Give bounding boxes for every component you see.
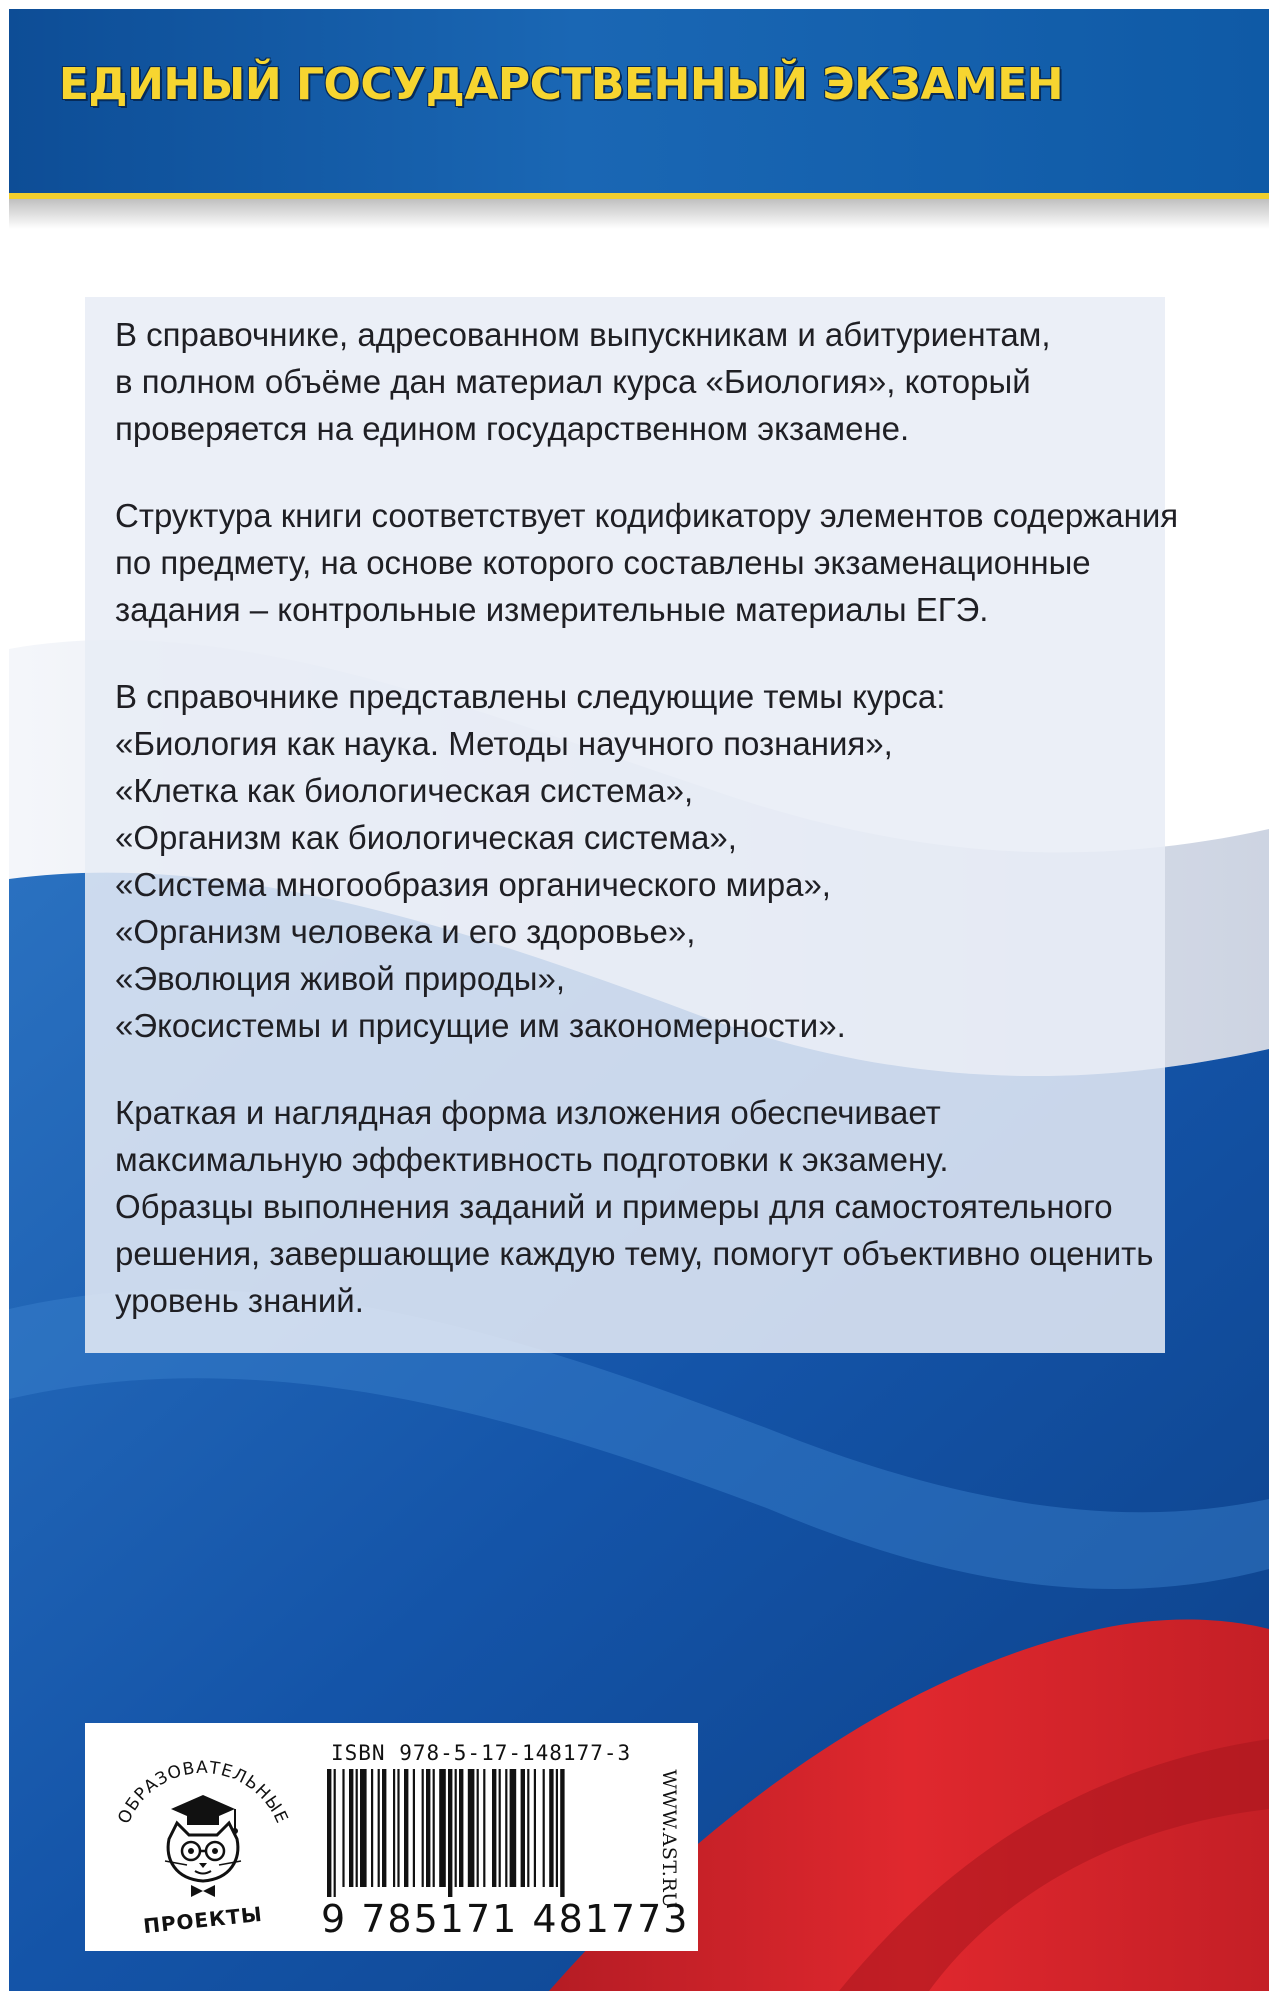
header-banner (9, 9, 1269, 195)
topic-item: «Организм как биологическая система», (115, 819, 737, 856)
barcode-bar (527, 1769, 529, 1887)
panel-top-white (9, 229, 1269, 297)
topic-item: «Система многообразия органического мира», (115, 866, 831, 903)
text-line: по предмету, на основе которого составлены экзаменационные (115, 544, 1091, 581)
text-line: максимальную эффективность подготовки к экзамену. (115, 1141, 949, 1178)
barcode-bar (439, 1769, 446, 1887)
barcode-bar (371, 1769, 373, 1887)
topic-item: «Организм человека и его здоровье», (115, 913, 696, 950)
text-line: в полном объёме дан материал курса «Биология», который (115, 363, 1031, 400)
barcode-bar (360, 1769, 367, 1887)
text-line: решения, завершающие каждую тему, помогут объективно оценить (115, 1235, 1154, 1272)
paragraph-topics (115, 673, 1175, 1049)
barcode-bar (510, 1769, 517, 1887)
site-url-text: WWW.AST.RU (658, 1769, 680, 1909)
topic-item: «Экосистемы и присущие им закономерности». (115, 1007, 846, 1044)
text-line: Структура книги соответствует кодификатору элементов содержания (115, 497, 1179, 534)
barcode-bar (543, 1769, 545, 1887)
series-title: ЕДИНЫЙ ГОСУДАРСТВЕННЫЙ ЭКЗАМЕН (58, 59, 1064, 110)
barcode-bar (477, 1769, 479, 1887)
text-line: задания – контрольные измерительные материалы ЕГЭ. (115, 591, 989, 628)
barcode-bar (422, 1769, 424, 1887)
barcode-bar (560, 1769, 564, 1897)
barcode-bar (534, 1769, 536, 1887)
barcode-bar (505, 1769, 507, 1887)
barcode-bar (349, 1769, 353, 1887)
barcode (323, 1769, 643, 1897)
text-line: уровень знаний. (115, 1282, 364, 1319)
topic-item: «Биология как наука. Методы научного познания», (115, 725, 893, 762)
barcode-bar (455, 1769, 457, 1887)
logo-arc-text: ОБРАЗОВАТЕЛЬНЫЕ (114, 1757, 292, 1828)
paragraph-benefits (115, 1089, 1175, 1324)
barcode-bar (342, 1769, 344, 1887)
barcode-bar (393, 1769, 395, 1887)
barcode-bar (492, 1769, 496, 1887)
barcode-bar (426, 1769, 430, 1887)
cover-area (9, 9, 1269, 1991)
barcode-bar (468, 1769, 475, 1887)
topic-item: «Эволюция живой природы», (115, 960, 565, 997)
logo-bottom-text: ПРОЕКТЫ (142, 1901, 264, 1939)
paragraph-audience (115, 311, 1175, 452)
publisher-site (651, 1737, 687, 1941)
topic-item: «Клетка как биологическая система», (115, 772, 694, 809)
barcode-bar (378, 1769, 380, 1887)
barcode-bar (397, 1769, 399, 1887)
barcode-bar (382, 1769, 386, 1887)
annotation-text (115, 311, 1179, 1364)
barcode-bar (448, 1769, 452, 1897)
barcode-bar (499, 1769, 501, 1887)
header-shadow (9, 199, 1269, 229)
text-line: В справочнике, адресованном выпускникам и абитуриентам, (115, 316, 1051, 353)
text-line: проверяется на едином государственном экзамене. (115, 410, 910, 447)
barcode-bar (327, 1769, 331, 1897)
barcode-bar (521, 1769, 525, 1887)
barcode-bar (404, 1769, 408, 1887)
publisher-block (85, 1723, 698, 1951)
barcode-bar (334, 1769, 336, 1897)
paragraph-structure (115, 492, 1179, 633)
cat-with-graduation-cap-icon (95, 1735, 311, 1939)
isbn-label: ISBN 978-5-17-148177-3 (331, 1741, 632, 1765)
barcode-bar (413, 1769, 415, 1887)
barcode-bar (433, 1769, 435, 1887)
barcode-bar (483, 1769, 485, 1887)
barcode-bar (356, 1769, 358, 1887)
barcode-digits: 9 785171 481773 (321, 1897, 690, 1941)
barcode-bar (459, 1769, 463, 1887)
text-line: Краткая и наглядная форма изложения обеспечивает (115, 1094, 941, 1131)
barcode-bar (556, 1769, 558, 1887)
topics-intro: В справочнике представлены следующие темы курса: (115, 678, 946, 715)
barcode-bar (549, 1769, 553, 1887)
text-line: Образцы выполнения заданий и примеры для самостоятельного (115, 1188, 1113, 1225)
